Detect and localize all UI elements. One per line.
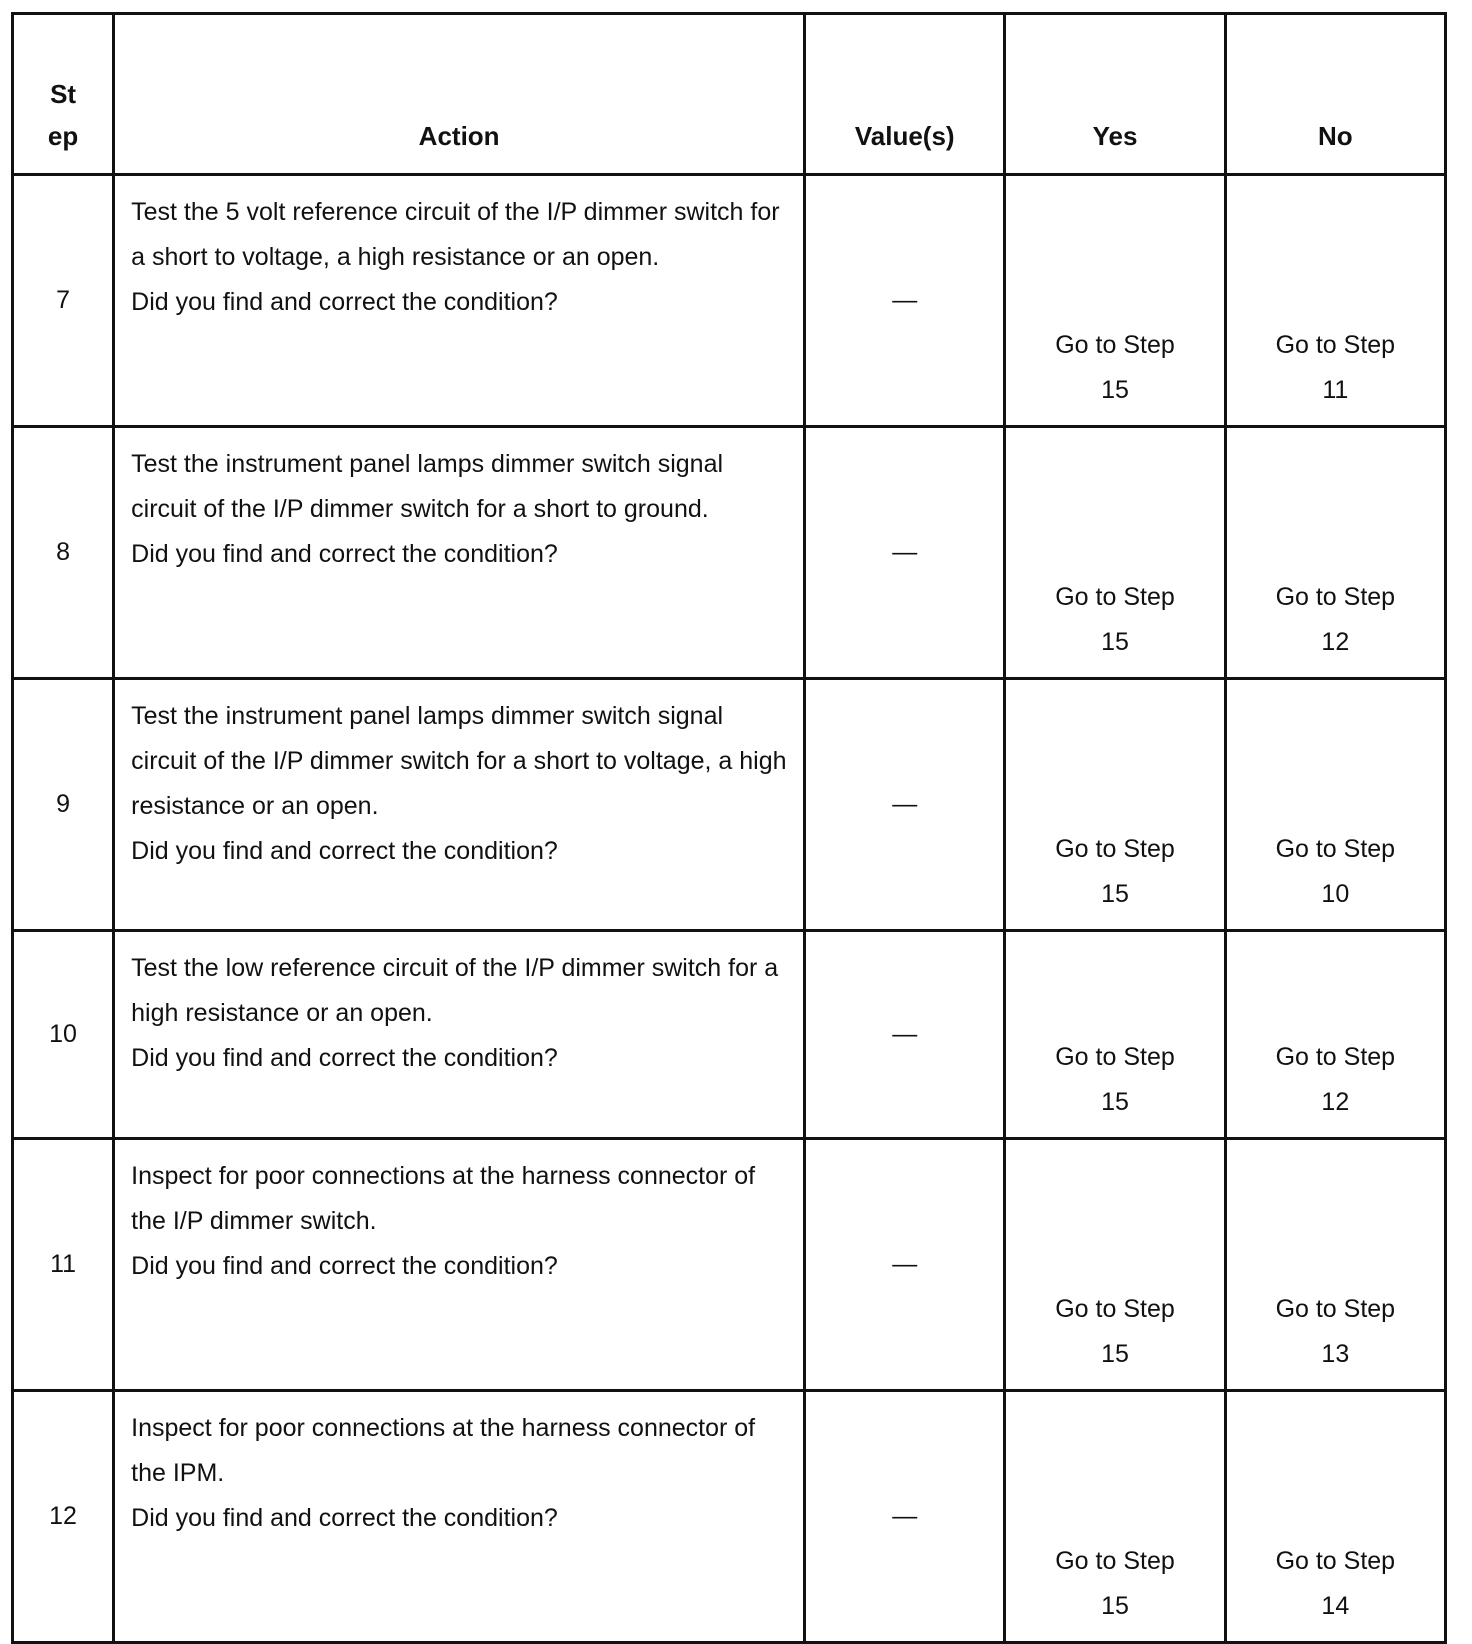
step-number: 8 (13, 427, 114, 679)
value-cell: — (805, 175, 1005, 427)
no-step: 13 (1321, 1340, 1350, 1368)
no-label: Go to Step (1275, 1547, 1396, 1575)
table-row (13, 175, 1446, 427)
action-cell (114, 175, 805, 427)
yes-step: 15 (1101, 880, 1129, 908)
yes-label: Go to Step (1055, 1295, 1175, 1323)
value-cell: — (805, 1139, 1005, 1391)
table-row (13, 1391, 1446, 1643)
no-cell (1225, 679, 1445, 931)
header-action: Action (114, 14, 805, 175)
yes-label: Go to Step (1055, 1547, 1175, 1575)
action-question: Did you find and correct the condition? (131, 288, 558, 316)
action-text: Test the low reference circuit of the I/P dimmer switch for a high resistance or an open. (131, 954, 779, 1027)
value-cell: — (805, 427, 1005, 679)
no-cell (1225, 427, 1445, 679)
yes-step: 15 (1101, 1340, 1129, 1368)
no-step: 10 (1321, 880, 1350, 908)
action-question: Did you find and correct the condition? (131, 1044, 558, 1072)
table-row (13, 427, 1446, 679)
table-row (13, 931, 1446, 1139)
no-step: 12 (1321, 1088, 1350, 1116)
yes-cell (1005, 679, 1225, 931)
yes-step: 15 (1101, 1088, 1129, 1116)
yes-cell (1005, 175, 1225, 427)
action-question: Did you find and correct the condition? (131, 540, 558, 568)
step-number: 7 (13, 175, 114, 427)
action-question: Did you find and correct the condition? (131, 837, 558, 865)
yes-cell (1005, 1139, 1225, 1391)
header-yes: Yes (1005, 14, 1225, 175)
action-cell (114, 1139, 805, 1391)
value-cell: — (805, 1391, 1005, 1643)
no-step: 14 (1321, 1592, 1350, 1620)
yes-step: 15 (1101, 628, 1129, 656)
value-cell: — (805, 679, 1005, 931)
action-text: Inspect for poor connections at the harness connector of the I/P dimmer switch. (131, 1162, 756, 1235)
action-text: Test the instrument panel lamps dimmer switch signal circuit of the I/P dimmer switch for a short to ground. (131, 450, 724, 523)
yes-step: 15 (1101, 1592, 1129, 1620)
no-step: 11 (1322, 376, 1349, 404)
step-number: 9 (13, 679, 114, 931)
no-cell (1225, 1139, 1445, 1391)
no-label: Go to Step (1275, 1295, 1396, 1323)
yes-label: Go to Step (1055, 1043, 1175, 1071)
no-cell (1225, 1391, 1445, 1643)
table-row (13, 1139, 1446, 1391)
step-number: 10 (13, 931, 114, 1139)
no-cell (1225, 931, 1445, 1139)
yes-label: Go to Step (1055, 331, 1175, 359)
yes-cell (1005, 1391, 1225, 1643)
action-cell (114, 427, 805, 679)
yes-label: Go to Step (1055, 583, 1175, 611)
no-label: Go to Step (1275, 835, 1396, 863)
yes-step: 15 (1101, 376, 1129, 404)
header-values: Value(s) (805, 14, 1005, 175)
action-text: Test the instrument panel lamps dimmer switch signal circuit of the I/P dimmer switch for a short to voltage, a high resistance or an open. (131, 702, 787, 820)
diagnostic-table (11, 12, 1447, 1644)
no-step: 12 (1321, 628, 1350, 656)
header-step: St ep (13, 14, 114, 175)
yes-cell (1005, 427, 1225, 679)
action-question: Did you find and correct the condition? (131, 1252, 558, 1280)
step-number: 12 (13, 1391, 114, 1643)
action-text: Test the 5 volt reference circuit of the I/P dimmer switch for a short to voltage, a high resistance or an open. (131, 198, 780, 271)
no-cell (1225, 175, 1445, 427)
header-no: No (1225, 14, 1445, 175)
no-label: Go to Step (1275, 583, 1396, 611)
action-question: Did you find and correct the condition? (131, 1504, 558, 1532)
value-cell: — (805, 931, 1005, 1139)
yes-cell (1005, 931, 1225, 1139)
action-text: Inspect for poor connections at the harness connector of the IPM. (131, 1414, 756, 1487)
no-label: Go to Step (1275, 1043, 1396, 1071)
no-label: Go to Step (1275, 331, 1396, 359)
action-cell (114, 1391, 805, 1643)
action-cell (114, 931, 805, 1139)
table-row (13, 679, 1446, 931)
yes-label: Go to Step (1055, 835, 1175, 863)
step-number: 11 (13, 1139, 114, 1391)
header-row (13, 14, 1446, 175)
action-cell (114, 679, 805, 931)
